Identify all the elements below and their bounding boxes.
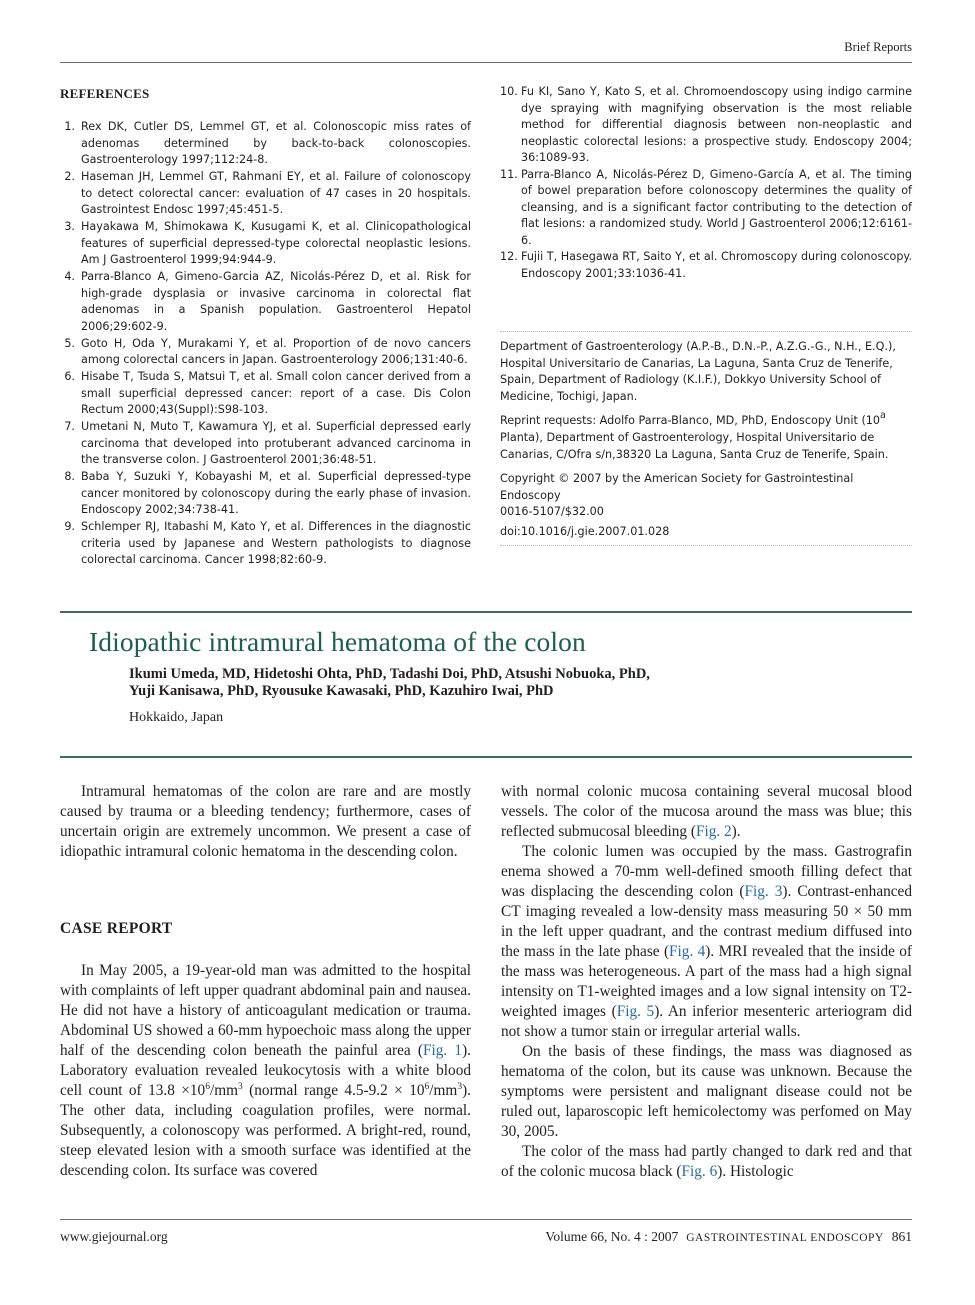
- header-rule: [60, 62, 912, 63]
- footer-citation: [545, 1229, 912, 1245]
- reference-item: 9. Schlemper RJ, Itabashi M, Kato Y, et al. Differences in the diagnostic criteria used by Japanese and Western pathologists to diagnose colorectal carcinoma. Cancer 1998;82:60-9.: [64, 520, 471, 566]
- reference-item: 10. Fu KI, Sano Y, Kato S, et al. Chromoendoscopy using indigo carmine dye spraying with magnifying observation is the most reliable method for differential diagnosis between non-neoplastic and neoplastic colorectal lesions: a prospective study. Endoscopy 2004; 36:1089-93.: [500, 85, 912, 164]
- reference-item: 5. Goto H, Oda Y, Murakami Y, et al. Proportion of de novo cancers among colorectal cancers in Japan. Gastroenterology 2006;131:40-6.: [64, 336, 471, 366]
- reference-item: 8. Baba Y, Suzuki Y, Kobayashi M, et al. Superficial depressed-type cancer monitored by colonoscopy during the early phase of invasion. Endoscopy 2002;34:738-41.: [64, 470, 471, 516]
- copyright-line: Copyright © 2007 by the American Society for Gastrointestinal Endoscopy 0016-5107/$32.00: [500, 472, 854, 519]
- reprint-requests: Reprint requests: Adolfo Parra-Blanco, MD, PhD, Endoscopy Unit (10$^a$ Planta), Department of Gastroenterology, Hospital Universitario de Canarias, C/Ofra s/n,38320 La Laguna, Santa Cruz de Tenerife, Spain.: [500, 410, 889, 461]
- affiliation-department: Department of Gastroenterology (A.P.-B., D.N.-P., A.Z.G.-G., N.H., E.Q.), Hospital Universitario de Canarias, La Laguna, Santa Cruz de Tenerife, Spain, Department of Radiology (K.I.F.), Dokkyo University School of Medicine, Tochigi, Japan.: [500, 340, 896, 403]
- fig-3-link[interactable]: Fig. 3: [744, 883, 783, 900]
- footer-rule: [60, 1219, 912, 1220]
- reference-item: 4. Parra-Blanco A, Gimeno-Garcia AZ, Nicolás-Pérez D, et al. Risk for high-grade dysplasia or invasive carcinoma in colorectal flat adenomas in a Spanish population. Gastroenterol Hepatol 2006;29:602-9.: [64, 270, 471, 333]
- reference-item: 7. Umetani N, Muto T, Kawamura YJ, et al. Superficial depressed early carcinoma that developed into protuberant advanced carcinoma in the transverse colon. J Gastroenterol 2001;36:48-51.: [64, 420, 471, 466]
- article-location: Hokkaido, Japan: [129, 710, 224, 725]
- references-list-left: [60, 119, 471, 569]
- reference-item: 12. Fujii T, Hasegawa RT, Saito Y, et al. Chromoscopy during colonoscopy. Endoscopy 2001;33:1036-41.: [500, 250, 912, 280]
- running-head: Brief Reports: [844, 40, 912, 54]
- article-top-rule: [60, 611, 912, 613]
- fig-2-link[interactable]: Fig. 2: [695, 823, 732, 840]
- page-number: 861: [891, 1229, 912, 1244]
- affiliation-box: [500, 339, 912, 541]
- reference-item: 1. Rex DK, Cutler DS, Lemmel GT, et al. Colonoscopic miss rates of adenomas determined by back-to-back colonoscopies. Gastroenterology 1997;112:24-8.: [64, 120, 471, 166]
- article-title: Idiopathic intramural hematoma of the colon: [89, 626, 586, 657]
- fig-5-link[interactable]: Fig. 5: [616, 1003, 655, 1020]
- intro-paragraph: Intramural hematomas of the colon are rare and are mostly caused by trauma or a bleeding tendency; furthermore, cases of uncertain origin are extremely uncommon. We present a case of idiopathic intramural colonic hematoma in the descending colon.: [60, 783, 471, 860]
- case-report-body-right: with normal colonic mucosa containing several mucosal blood vessels. The color of the mucosa around the mass was blue; this reflected submucosal bleeding (Fig. 2). The colonic lumen was occupied by the mass. Gastrografin enema showed a 70-mm well-defined smooth filling defect that was displacing the descending colon (Fig. 3). Contrast-enhanced CT imaging revealed a low-density mass measuring 50 × 50 mm in the left upper quadrant, and the contrast medium diffused into the mass in the late phase (Fig. 4). MRI revealed that the inside of the mass was heterogeneous. A part of the mass had a high signal intensity on T1-weighted images and a low signal intensity on T2-weighted images (Fig. 5). An inferior mesenteric arteriogram did not show a tumor stain or irregular arterial walls. On the basis of these findings, the mass was diagnosed as hematoma of the colon, but its cause was unknown. Because the symptoms were persistent and malignant disease could not be ruled out, laparoscopic left hemicolectomy was perfomed on May 30, 2005. The color of the mass had partly changed to dark red and that of the colonic mucosa black (Fig. 6). Histologic: [501, 783, 912, 1180]
- fig-6-link[interactable]: Fig. 6: [681, 1163, 718, 1180]
- article-authors: Ikumi Umeda, MD, Hidetoshi Ohta, PhD, Tadashi Doi, PhD, Atsushi Nobuoka, PhD, Yuji Kanisawa, PhD, Ryousuke Kawasaki, PhD, Kazuhiro Iwai, PhD: [129, 666, 650, 699]
- fig-1-link[interactable]: Fig. 1: [422, 1042, 463, 1059]
- footer-journal-name: GASTROINTESTINAL ENDOSCOPY: [686, 1232, 884, 1244]
- case-report-heading: CASE REPORT: [60, 920, 173, 937]
- reference-item: 3. Hayakawa M, Shimokawa K, Kusugami K, et al. Clinicopathological features of superficial depressed-type colorectal neoplastic lesions. Am J Gastroenterol 1999;94:944-9.: [64, 220, 471, 266]
- affiliation-top-divider: [500, 331, 912, 332]
- affiliation-bottom-divider: [500, 545, 912, 546]
- case-report-body-left: In May 2005, a 19-year-old man was admitted to the hospital with complaints of left upper quadrant abdominal pain and nausea. He did not have a history of anticoagulant medication or trauma. Abdominal US showed a 60-mm hypoechoic mass along the upper half of the descending colon beneath the painful area (Fig. 1). Laboratory evaluation revealed leukocytosis with a white blood cell count of $13.8 \times 10^6/mm^3$ (normal range $4.5-9.2 \times 10^6/mm^3$). The other data, including coagulation profiles, were normal. Subsequently, a colonoscopy was performed. A bright-red, round, steep elevated lesion with a smooth surface was identified at the descending colon. Its surface was covered: [60, 962, 471, 1179]
- references-list-right: [500, 84, 912, 282]
- fig-4-link[interactable]: Fig. 4: [669, 943, 706, 960]
- references-heading: REFERENCES: [60, 86, 150, 101]
- footer-volume: Volume 66, No. 4 : 2007: [545, 1229, 679, 1244]
- reference-item: 11. Parra-Blanco A, Nicolás-Pérez D, Gimeno-García A, et al. The timing of bowel preparation before colonoscopy determines the quality of cleansing, and is a significant factor contributing to the detection of flat lesions: a randomized study. World J Gastroenterol 2006;12:6161-6.: [500, 167, 912, 247]
- article-bottom-rule: [60, 756, 912, 758]
- doi: doi:10.1016/j.gie.2007.01.028: [500, 524, 670, 538]
- reference-item: 6. Hisabe T, Tsuda S, Matsui T, et al. Small colon cancer derived from a small superficial depressed cancer: report of a case. Dis Colon Rectum 2000;43(Suppl):S98-103.: [64, 370, 471, 416]
- reference-item: 2. Haseman JH, Lemmel GT, Rahmani EY, et al. Failure of colonoscopy to detect colorectal cancer: evaluation of 47 cases in 20 hospitals. Gastrointest Endosc 1997;45:451-5.: [64, 170, 471, 216]
- footer-journal-url[interactable]: www.giejournal.org: [60, 1229, 168, 1244]
